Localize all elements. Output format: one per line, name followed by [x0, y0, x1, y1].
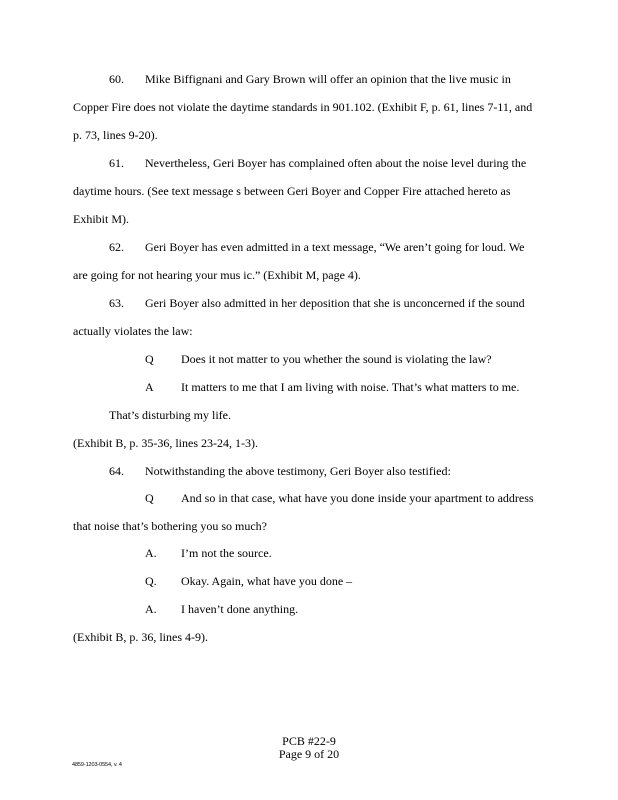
paragraph-60-line-2: Copper Fire does not violate the daytime standards in 901.102. (Exhibit F, p. 61, lines 7-11, and [73, 100, 533, 114]
paragraph-62-line-2: are going for not hearing your mus ic.” (Exhibit M, page 4). [73, 268, 361, 282]
footer-page-number: Page 9 of 20 [278, 747, 340, 761]
footer-case-number: PCB #22-9 [282, 734, 336, 748]
deposition-a-label: A. [145, 602, 157, 616]
paragraph-63-line-2: actually violates the law: [73, 324, 193, 338]
deposition-question-line-1: And so in that case, what have you done inside your apartment to address [181, 491, 534, 505]
paragraph-63-line-1: Geri Boyer also admitted in her deposition that she is unconcerned if the sound [145, 296, 525, 310]
paragraph-number: 63. [109, 296, 124, 310]
paragraph-64-line-1: Notwithstanding the above testimony, Geri Boyer also testified: [145, 464, 451, 478]
deposition-q-label: Q [145, 352, 154, 366]
exhibit-citation: (Exhibit B, p. 35-36, lines 23-24, 1-3). [73, 436, 258, 450]
deposition-answer: I’m not the source. [181, 546, 272, 560]
paragraph-60-line-1: Mike Biffignani and Gary Brown will offer an opinion that the live music in [145, 72, 511, 86]
deposition-answer-line-2: That’s disturbing my life. [109, 408, 231, 422]
paragraph-number: 64. [109, 464, 124, 478]
deposition-a-label: A [145, 380, 154, 394]
deposition-answer: I haven’t done anything. [181, 602, 299, 616]
paragraph-number: 62. [109, 240, 124, 254]
deposition-answer-line-1: It matters to me that I am living with noise. That’s what matters to me. [181, 380, 520, 394]
deposition-question: Does it not matter to you whether the sound is violating the law? [181, 352, 492, 366]
deposition-question-line-2: that noise that’s bothering you so much? [73, 519, 267, 533]
document-id: 4859-1203-0554, v. 4 [72, 762, 122, 768]
paragraph-61-line-3: Exhibit M). [73, 212, 129, 226]
paragraph-62-line-1: Geri Boyer has even admitted in a text message, “We aren’t going for loud. We [145, 240, 525, 254]
paragraph-60-line-3: p. 73, lines 9-20). [73, 128, 158, 142]
paragraph-number: 60. [109, 72, 124, 86]
deposition-q-label: Q [145, 491, 154, 505]
paragraph-number: 61. [109, 156, 124, 170]
paragraph-61-line-2: daytime hours. (See text message s between Geri Boyer and Copper Fire attached hereto as [73, 184, 511, 198]
deposition-q-label: Q. [145, 574, 157, 588]
paragraph-61-line-1: Nevertheless, Geri Boyer has complained often about the noise level during the [145, 156, 527, 170]
exhibit-citation: (Exhibit B, p. 36, lines 4-9). [73, 630, 208, 644]
deposition-a-label: A. [145, 546, 157, 560]
deposition-question: Okay. Again, what have you done – [181, 574, 353, 588]
